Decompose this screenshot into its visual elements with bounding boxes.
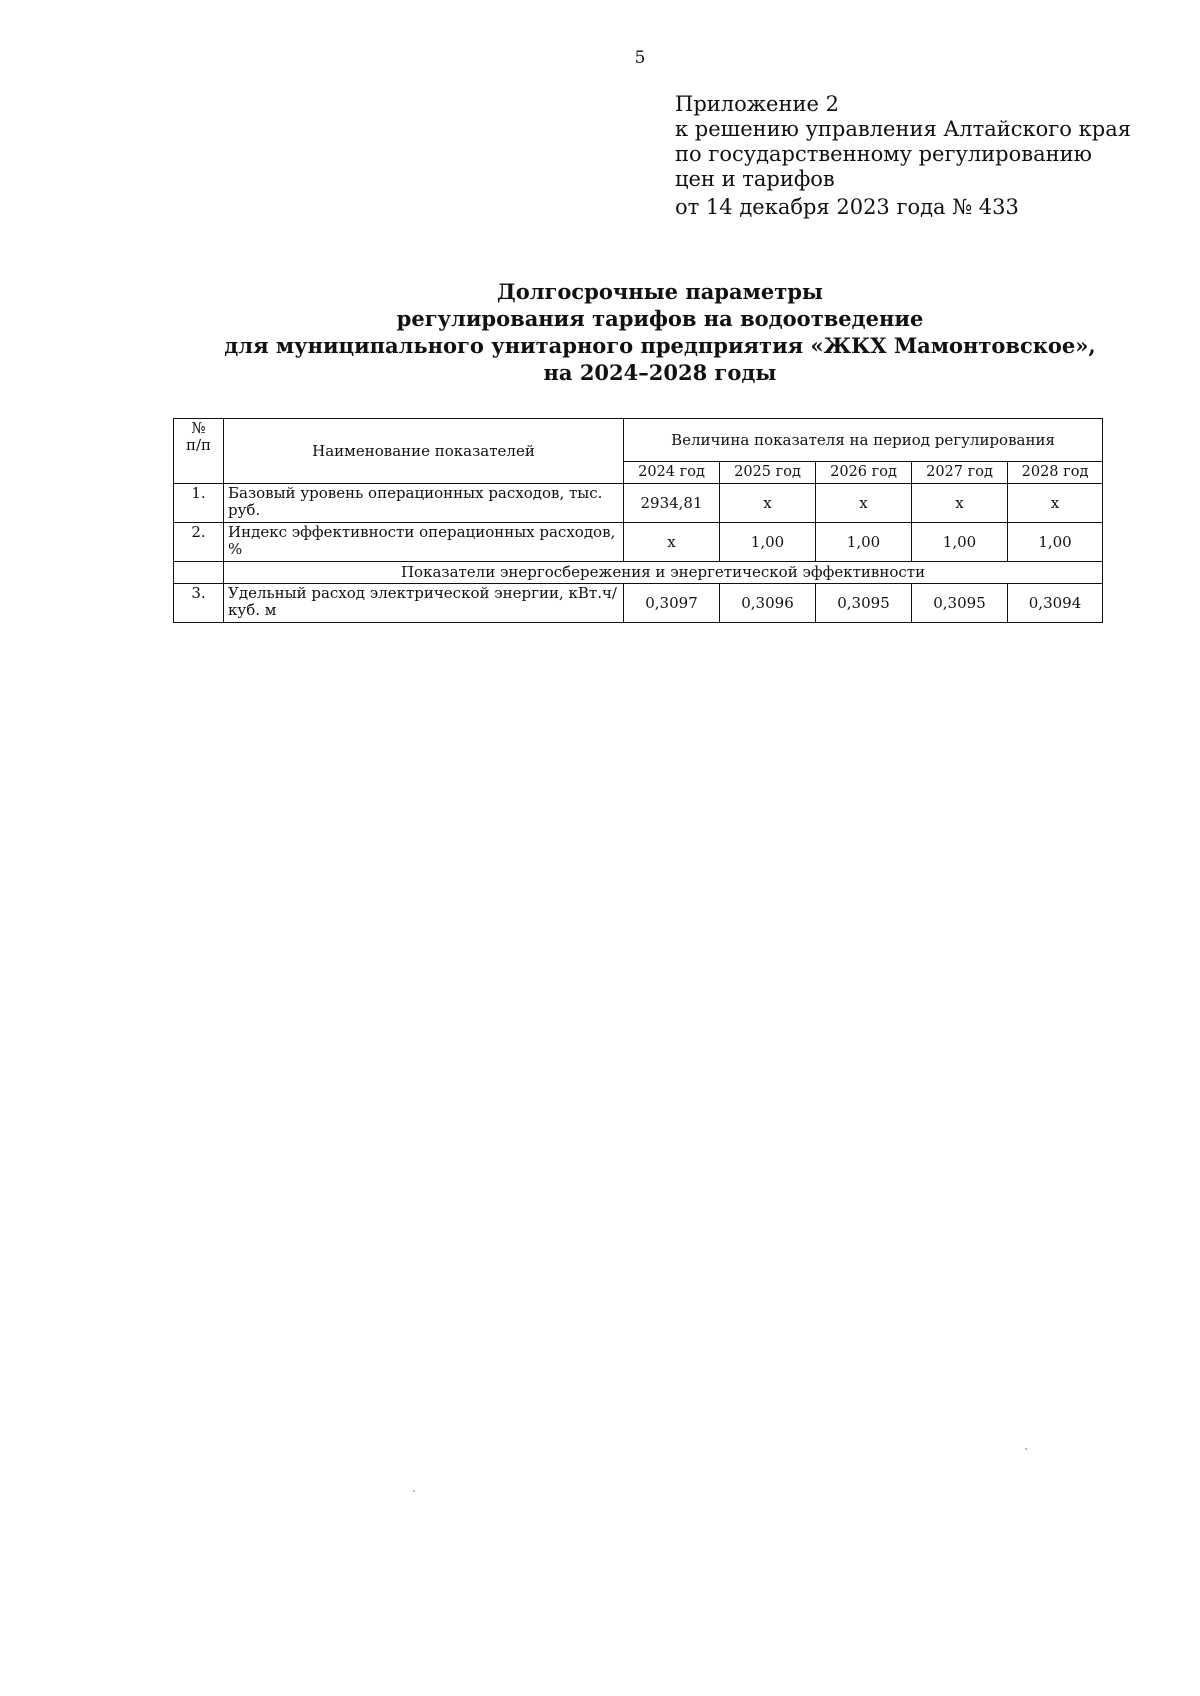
row-name: Индекс эффективности операционных расходов, % — [224, 523, 624, 562]
table-header-row — [174, 419, 1103, 462]
row-value: 1,00 — [912, 523, 1008, 562]
row-value: 0,3096 — [720, 584, 816, 623]
table-row — [174, 523, 1103, 562]
table-row — [174, 484, 1103, 523]
table-section-row — [174, 562, 1103, 584]
header-year: 2026 год — [816, 462, 912, 484]
row-number: 3. — [174, 584, 224, 623]
row-number: 2. — [174, 523, 224, 562]
row-value: 2934,81 — [624, 484, 720, 523]
row-value: 0,3095 — [816, 584, 912, 623]
header-year: 2028 год — [1008, 462, 1103, 484]
appendix-line: цен и тарифов — [675, 167, 835, 191]
parameters-table — [173, 418, 1103, 623]
table-row — [174, 584, 1103, 623]
appendix-block — [675, 92, 1131, 220]
header-year: 2027 год — [912, 462, 1008, 484]
header-number: № п/п — [174, 419, 224, 484]
row-value: х — [816, 484, 912, 523]
title-line: Долгосрочные параметры — [497, 279, 823, 304]
appendix-line: по государственному регулированию — [675, 142, 1092, 166]
row-name: Удельный расход электрической энергии, кВт.ч/куб. м — [224, 584, 624, 623]
row-value: х — [720, 484, 816, 523]
title-line: для муниципального унитарного предприятия «ЖКХ Мамонтовское», — [224, 333, 1096, 358]
row-value: 1,00 — [816, 523, 912, 562]
row-value: 1,00 — [720, 523, 816, 562]
header-year: 2024 год — [624, 462, 720, 484]
scan-speck — [413, 1490, 415, 1492]
appendix-line: Приложение 2 — [675, 92, 839, 116]
header-period-group: Величина показателя на период регулирования — [624, 419, 1103, 462]
appendix-line: от 14 декабря 2023 года № 433 — [675, 195, 1019, 219]
row-value: 1,00 — [1008, 523, 1103, 562]
row-value: х — [912, 484, 1008, 523]
title-line: регулирования тарифов на водоотведение — [396, 306, 924, 331]
appendix-line: к решению управления Алтайского края — [675, 117, 1131, 141]
row-number: 1. — [174, 484, 224, 523]
header-name: Наименование показателей — [224, 419, 624, 484]
section-empty-cell — [174, 562, 224, 584]
header-year: 2025 год — [720, 462, 816, 484]
row-value: 0,3097 — [624, 584, 720, 623]
row-value: х — [1008, 484, 1103, 523]
row-name: Базовый уровень операционных расходов, тыс. руб. — [224, 484, 624, 523]
scan-speck — [1025, 1448, 1027, 1450]
document-title — [170, 278, 1150, 386]
row-value: 0,3095 — [912, 584, 1008, 623]
row-value: 0,3094 — [1008, 584, 1103, 623]
section-label: Показатели энергосбережения и энергетической эффективности — [224, 562, 1103, 584]
page-number: 5 — [634, 48, 646, 68]
title-line: на 2024–2028 годы — [543, 360, 777, 385]
row-value: х — [624, 523, 720, 562]
